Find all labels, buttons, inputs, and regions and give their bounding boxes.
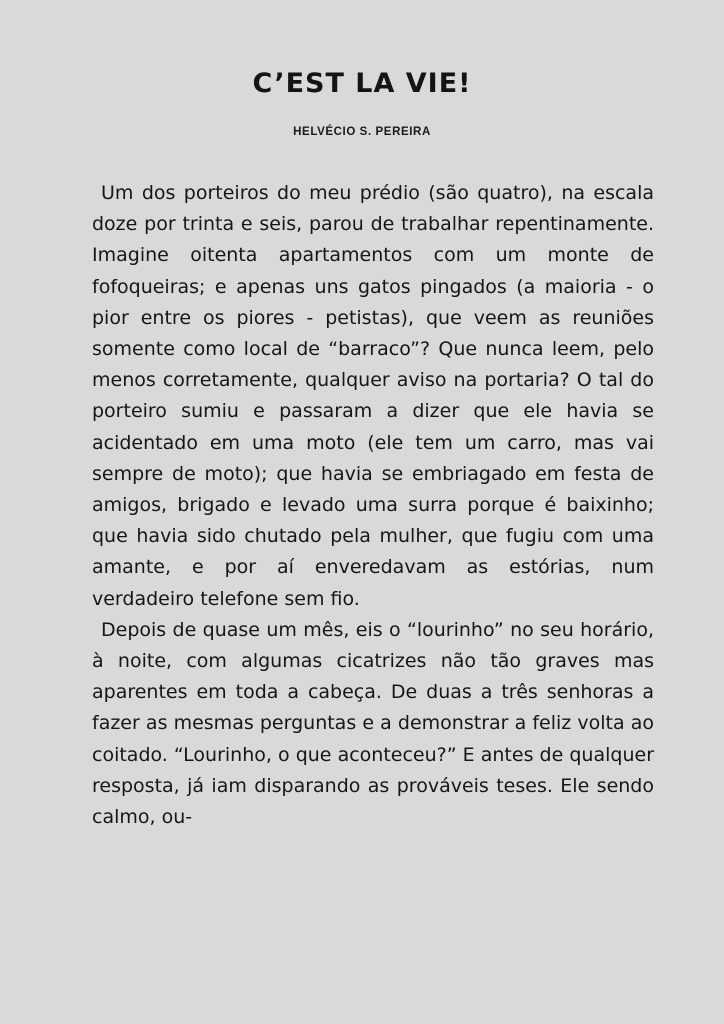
document-author: HELVÉCIO S. PEREIRA <box>293 126 431 138</box>
document-body <box>92 178 654 833</box>
paragraph: Um dos porteiros do meu prédio (são quatro), na escala doze por trinta e seis, parou de trabalhar repentinamente. Imagine oitenta apartamentos com um monte de fofoqueiras; e apenas uns gatos pingados (a maioria - o pior entre os piores - petistas), que veem as reuniões somente como local de “barraco”? Que nunca leem, pelo menos corretamente, qualquer aviso na portaria? O tal do porteiro sumiu e passaram a dizer que ele havia se acidentado em uma moto (ele tem um carro, mas vai sempre de moto); que havia se embriagado em festa de amigos, brigado e levado uma surra porque é baixinho; que havia sido chutado pela mulher, que fugiu com uma amante, e por aí enveredavam as estórias, num verdadeiro telefone sem fio. <box>92 182 654 610</box>
document-title: C’EST LA VIE! <box>252 68 472 99</box>
paragraph: Depois de quase um mês, eis o “lourinho” no seu horário, à noite, com algumas cicatrizes não tão graves mas aparentes em toda a cabeça. De duas a três senhoras a fazer as mesmas perguntas e a demonstrar a feliz volta ao coitado. “Lourinho, o que aconteceu?” E antes de qualquer resposta, já iam disparando as prováveis teses. Ele sendo calmo, ou- <box>92 618 654 829</box>
